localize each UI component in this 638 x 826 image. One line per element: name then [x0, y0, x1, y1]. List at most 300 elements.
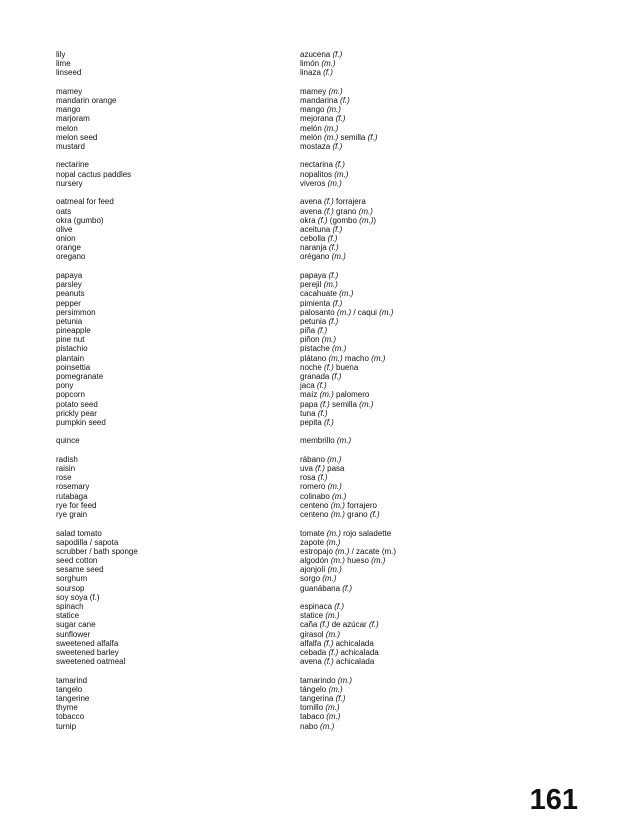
spanish-word: macho — [342, 353, 372, 363]
spanish-word: nopalitos — [300, 169, 335, 179]
spanish-word: orégano — [300, 252, 332, 262]
english-term: okra (gumbo) — [56, 215, 104, 225]
spanish-word: grano — [333, 206, 359, 216]
spanish-term — [300, 639, 580, 648]
gender-marker: (m.) — [328, 353, 343, 363]
spanish-term — [300, 114, 580, 123]
spanish-term — [300, 160, 580, 169]
spanish-word: mamey — [300, 86, 329, 96]
spanish-word: grano — [344, 510, 370, 520]
spanish-term — [300, 418, 580, 427]
english-term: radish — [56, 454, 78, 464]
spanish-term — [300, 648, 580, 657]
english-term: onion — [56, 234, 76, 244]
spanish-word: espinaca — [300, 602, 335, 612]
english-term: salad tomato — [56, 528, 102, 538]
english-term: rose — [56, 473, 72, 483]
gender-marker: (m.) — [328, 684, 343, 694]
gender-marker: (f.) — [332, 50, 343, 59]
english-term: olive — [56, 224, 73, 234]
spanish-word: perejil — [300, 280, 324, 290]
english-term: thyme — [56, 703, 78, 713]
spanish-word: papa — [300, 399, 321, 409]
english-term: pony — [56, 381, 74, 391]
spanish-term — [300, 676, 580, 685]
spanish-word: limón — [300, 59, 322, 69]
english-term: parsley — [56, 280, 82, 290]
spanish-word: aceituna — [300, 224, 333, 234]
spanish-word: pistache — [300, 344, 333, 354]
page-number: 161 — [529, 784, 578, 816]
spanish-word: mango — [300, 105, 327, 115]
spanish-word: achicalada — [333, 657, 375, 667]
spanish-word: tamarindo — [300, 675, 338, 685]
english-term: nursery — [56, 178, 83, 188]
english-term: mango — [56, 105, 81, 115]
gender-marker: (m.) — [325, 629, 341, 639]
spanish-word: girasol — [300, 629, 326, 639]
spanish-term — [300, 335, 580, 344]
english-term: mamey — [56, 86, 83, 96]
spanish-word: azucena — [300, 50, 333, 59]
gender-marker: (m.) — [325, 703, 340, 713]
spanish-word: mejorana — [300, 114, 336, 124]
english-term-group — [56, 50, 276, 78]
english-term: quince — [56, 436, 80, 446]
spanish-term — [300, 492, 580, 501]
gender-marker: (m.) — [328, 86, 343, 96]
spanish-word: centeno — [300, 510, 331, 520]
spanish-word: melón — [300, 132, 325, 142]
english-term: nopal cactus paddles — [56, 169, 132, 179]
gender-marker: (f.) — [331, 372, 342, 381]
spanish-term-group — [300, 271, 580, 427]
gender-marker: (m.) — [321, 335, 337, 345]
english-term: mandarin orange — [56, 96, 117, 106]
english-term: petunia — [56, 316, 83, 326]
english-term: statice — [56, 611, 80, 621]
gender-marker: (f.) — [323, 638, 334, 648]
english-term-group — [56, 197, 276, 261]
spanish-word: caña — [300, 620, 320, 630]
spanish-word: mandarina — [300, 96, 341, 106]
spanish-word: colinabo — [300, 491, 333, 501]
english-term: marjoram — [56, 114, 90, 124]
gender-marker: (f.) — [324, 206, 334, 216]
gender-marker: (m.) — [324, 132, 339, 142]
spanish-term — [300, 87, 580, 96]
spanish-term — [300, 344, 580, 353]
english-term: tangerine — [56, 694, 90, 703]
spanish-term — [300, 326, 580, 335]
gender-marker: (f.) — [332, 224, 343, 234]
spanish-word: mostaza — [300, 141, 333, 151]
spanish-term — [300, 556, 580, 565]
spanish-word: maíz — [300, 390, 320, 400]
spanish-word: estropajo — [300, 546, 336, 556]
gender-marker: (m.) — [327, 178, 342, 188]
spanish-term — [300, 501, 580, 510]
spanish-word: palosanto — [300, 307, 337, 317]
english-term: linseed — [56, 68, 82, 78]
gender-marker: (f.) — [328, 270, 339, 280]
spanish-word: semilla — [329, 399, 360, 409]
english-term: melon seed — [56, 132, 98, 142]
gender-marker: (f.) — [324, 657, 334, 667]
gender-marker: (m.) — [327, 565, 342, 575]
spanish-term — [300, 593, 580, 602]
spanish-word: piña — [300, 326, 318, 336]
gender-marker: (m.) — [326, 537, 341, 547]
spanish-word: palomero — [333, 390, 370, 400]
english-term: popcorn — [56, 390, 85, 400]
english-term: lily — [56, 50, 66, 59]
spanish-term-group — [300, 160, 580, 188]
spanish-term — [300, 207, 580, 216]
spanish-term — [300, 271, 580, 280]
gender-marker: (m.) — [335, 546, 350, 556]
english-term: turnip — [56, 721, 77, 731]
spanish-word: petunia — [300, 316, 329, 326]
english-term: tamarind — [56, 675, 88, 685]
gender-marker: (f.) — [327, 234, 338, 244]
spanish-word: statice — [300, 611, 326, 621]
spanish-word: jaca — [300, 381, 317, 391]
english-term: sweetened oatmeal — [56, 657, 126, 667]
spanish-term — [300, 308, 580, 317]
spanish-word: tomillo — [300, 703, 326, 713]
spanish-word: semilla — [338, 132, 368, 142]
spanish-word: papaya — [300, 270, 329, 280]
spanish-word: buena — [333, 362, 359, 372]
english-term-group — [56, 436, 276, 445]
gender-marker: (f.) — [324, 417, 334, 427]
spanish-word: achicalada — [338, 647, 379, 657]
english-term: rutabaga — [56, 491, 88, 501]
spanish-word: plátano — [300, 353, 329, 363]
gender-marker: (f.) — [334, 602, 345, 612]
gender-marker: (m.) — [358, 206, 373, 216]
english-term: papaya — [56, 270, 83, 280]
english-term: tangelo — [56, 684, 83, 694]
gender-marker: (m.) — [371, 353, 386, 363]
gender-marker: (m.) — [326, 105, 341, 115]
spanish-term — [300, 234, 580, 243]
spanish-term-group — [300, 197, 580, 261]
spanish-word: nabo — [300, 721, 321, 731]
spanish-word: achicalada — [333, 638, 374, 648]
spanish-term — [300, 547, 580, 556]
spanish-term — [300, 59, 580, 68]
gender-marker: (m.) — [331, 252, 346, 262]
spanish-word: granada — [300, 372, 332, 381]
spanish-word: hueso — [344, 556, 372, 566]
gender-marker: (f.) — [368, 620, 379, 630]
spanish-term — [300, 216, 580, 225]
spanish-word: rábano — [300, 454, 328, 464]
spanish-word: de azúcar — [329, 620, 369, 630]
spanish-word: forrajero — [344, 500, 377, 510]
spanish-term — [300, 289, 580, 298]
gender-marker: (f.) — [317, 408, 328, 418]
spanish-term — [300, 363, 580, 372]
english-term: oats — [56, 206, 72, 216]
english-term: sorghum — [56, 574, 88, 584]
gender-marker: (m.) — [332, 344, 347, 354]
english-term: soy soya (f.) — [56, 592, 100, 602]
spanish-word: tabaco — [300, 712, 327, 722]
gender-marker: (m.) — [325, 611, 340, 621]
english-term: tobacco — [56, 712, 85, 722]
gender-marker: (m.) — [330, 500, 345, 510]
gender-marker: (m.) — [371, 556, 386, 566]
spanish-word: rojo saladette — [340, 528, 392, 538]
english-term: lime — [56, 59, 71, 69]
english-term: plantain — [56, 353, 85, 363]
spanish-word: membrillo — [300, 436, 337, 446]
english-term: orange — [56, 243, 81, 253]
spanish-term — [300, 225, 580, 234]
gender-marker: (m.) — [327, 482, 342, 492]
spanish-term-group — [300, 455, 580, 519]
gender-marker: (m.) — [359, 215, 374, 225]
gender-marker: (m.) — [330, 556, 345, 566]
gender-marker: (f.) — [324, 362, 334, 372]
english-term: rosemary — [56, 482, 90, 492]
english-term: pepper — [56, 298, 81, 308]
gender-marker: (m.) — [327, 454, 342, 464]
english-term: spinach — [56, 602, 84, 612]
spanish-term — [300, 179, 580, 188]
spanish-term — [300, 703, 580, 712]
english-term: pumpkin seed — [56, 417, 106, 427]
spanish-word: cebada — [300, 647, 329, 657]
spanish-term — [300, 482, 580, 491]
gender-marker: (f.) — [317, 326, 328, 336]
english-term-group — [56, 160, 276, 188]
gender-marker: (m.) — [332, 491, 347, 501]
gender-marker: (m.) — [359, 399, 374, 409]
spanish-word: melón — [300, 123, 325, 133]
spanish-word: noche — [300, 362, 325, 372]
english-term: sapodilla / sapota — [56, 537, 119, 547]
spanish-word: romero — [300, 482, 328, 492]
spanish-term — [300, 722, 580, 731]
gender-marker: (f.) — [328, 316, 339, 326]
english-column — [56, 50, 276, 740]
spanish-term — [300, 455, 580, 464]
spanish-word: tángelo — [300, 684, 329, 694]
english-term: raisin — [56, 464, 76, 474]
gender-marker: (f.) — [340, 96, 350, 106]
spanish-word: ) — [373, 215, 377, 225]
spanish-word: viveros — [300, 178, 328, 188]
spanish-term — [300, 510, 580, 519]
english-term-group — [56, 676, 276, 731]
spanish-word: nectarina — [300, 160, 336, 170]
spanish-term — [300, 529, 580, 538]
gender-marker: (m.) — [322, 574, 337, 584]
spanish-term — [300, 299, 580, 308]
spanish-term — [300, 630, 580, 639]
spanish-word: sorgo — [300, 574, 323, 584]
gender-marker: (f.) — [317, 473, 328, 483]
gender-marker: (f.) — [316, 381, 327, 391]
gender-marker: (m.) — [330, 510, 345, 520]
gender-marker: (f.) — [367, 132, 378, 142]
spanish-term — [300, 574, 580, 583]
spanish-term — [300, 436, 580, 445]
english-term: nectarine — [56, 160, 89, 170]
english-term: pistachio — [56, 344, 88, 354]
english-term: pine nut — [56, 335, 85, 345]
spanish-term — [300, 243, 580, 252]
spanish-term — [300, 170, 580, 179]
spanish-word: zapote — [300, 537, 327, 547]
spanish-word: linaza — [300, 68, 324, 78]
gender-marker: (f.) — [315, 464, 325, 474]
spanish-word: okra — [300, 215, 318, 225]
english-term: mustard — [56, 141, 85, 151]
spanish-term — [300, 685, 580, 694]
spanish-term-group — [300, 529, 580, 667]
spanish-term — [300, 381, 580, 390]
spanish-word: pimienta — [300, 298, 333, 308]
spanish-term — [300, 602, 580, 611]
gender-marker: (f.) — [332, 298, 343, 308]
gender-marker: (m.) — [337, 675, 353, 685]
english-term: rye for feed — [56, 500, 97, 510]
english-term: sweetened alfalfa — [56, 638, 119, 648]
spanish-word: cebolla — [300, 234, 328, 244]
gender-marker: (f.) — [320, 399, 330, 409]
english-term: melon — [56, 123, 78, 133]
gender-marker: (f.) — [335, 694, 346, 703]
spanish-term — [300, 657, 580, 666]
spanish-word: algodón — [300, 556, 331, 566]
spanish-word: naranja — [300, 243, 329, 253]
spanish-term — [300, 372, 580, 381]
spanish-word: centeno — [300, 500, 331, 510]
gender-marker: (f.) — [323, 68, 333, 78]
gender-marker: (f.) — [328, 243, 339, 253]
gender-marker: (m.) — [326, 528, 341, 538]
english-term: potato seed — [56, 399, 98, 409]
spanish-term — [300, 473, 580, 482]
spanish-term-group — [300, 676, 580, 731]
english-term: rye grain — [56, 510, 88, 520]
spanish-term — [300, 400, 580, 409]
spanish-term — [300, 50, 580, 59]
spanish-word: avena — [300, 657, 325, 667]
english-term-group — [56, 529, 276, 667]
spanish-word: forrajera — [333, 197, 366, 207]
spanish-term — [300, 197, 580, 206]
spanish-term — [300, 354, 580, 363]
gender-marker: (m.) — [321, 59, 336, 69]
gender-marker: (m.) — [334, 169, 349, 179]
spanish-term — [300, 565, 580, 574]
gender-marker: (f.) — [369, 510, 380, 520]
english-term-group — [56, 455, 276, 519]
spanish-word: (gombo — [327, 215, 360, 225]
english-term: oatmeal for feed — [56, 197, 114, 207]
spanish-term-group — [300, 87, 580, 151]
gender-marker: (m.) — [324, 123, 339, 133]
spanish-word: / zacate (m.) — [349, 546, 397, 556]
english-term: sweetened barley — [56, 647, 119, 657]
spanish-term — [300, 620, 580, 629]
spanish-term — [300, 538, 580, 547]
spanish-word: alfalfa — [300, 638, 324, 648]
gender-marker: (f.) — [317, 215, 328, 225]
spanish-term-group — [300, 50, 580, 78]
gender-marker: (f.) — [335, 114, 346, 124]
english-term: sugar cane — [56, 620, 96, 630]
gender-marker: (m.) — [320, 721, 335, 731]
english-term: oregano — [56, 252, 86, 262]
english-term: soursop — [56, 583, 85, 593]
spanish-term — [300, 68, 580, 77]
english-term-group — [56, 271, 276, 427]
english-term-group — [56, 87, 276, 151]
spanish-word: avena — [300, 197, 325, 207]
spanish-term — [300, 611, 580, 620]
spanish-term-group — [300, 436, 580, 445]
gender-marker: (f.) — [332, 141, 343, 151]
gender-marker: (f.) — [342, 583, 353, 593]
english-term: scrubber / bath sponge — [56, 546, 138, 556]
spanish-term — [300, 252, 580, 261]
spanish-word: avena — [300, 206, 325, 216]
english-term: sesame seed — [56, 565, 104, 575]
gender-marker: (m.) — [323, 280, 338, 290]
english-term: pomegranate — [56, 372, 104, 381]
english-term: seed cotton — [56, 556, 98, 566]
spanish-term — [300, 96, 580, 105]
english-term: sunflower — [56, 629, 91, 639]
spanish-term — [300, 124, 580, 133]
spanish-word: tuna — [300, 408, 318, 418]
english-term: pineapple — [56, 326, 91, 336]
spanish-term — [300, 464, 580, 473]
spanish-word: pepita — [300, 417, 325, 427]
gender-marker: (f.) — [335, 160, 345, 170]
spanish-term — [300, 409, 580, 418]
spanish-term — [300, 105, 580, 114]
spanish-word: guanábana — [300, 583, 343, 593]
spanish-word: pasa — [324, 464, 345, 474]
spanish-term — [300, 694, 580, 703]
gender-marker: (f.) — [324, 197, 334, 207]
spanish-term — [300, 317, 580, 326]
english-term: persimmon — [56, 307, 96, 317]
spanish-term — [300, 390, 580, 399]
spanish-word: tangerina — [300, 694, 336, 703]
english-term: poinsettia — [56, 362, 91, 372]
spanish-word: piñon — [300, 335, 322, 345]
gender-marker: (m.) — [319, 390, 334, 400]
gender-marker: (m.) — [336, 436, 352, 446]
spanish-term — [300, 142, 580, 151]
spanish-word: uva — [300, 464, 316, 474]
gender-marker: (m.) — [336, 307, 352, 317]
english-term: peanuts — [56, 289, 85, 299]
spanish-word: rosa — [300, 473, 318, 483]
spanish-term — [300, 712, 580, 721]
gender-marker: (m.) — [339, 289, 354, 299]
gender-marker: (f.) — [328, 647, 339, 657]
